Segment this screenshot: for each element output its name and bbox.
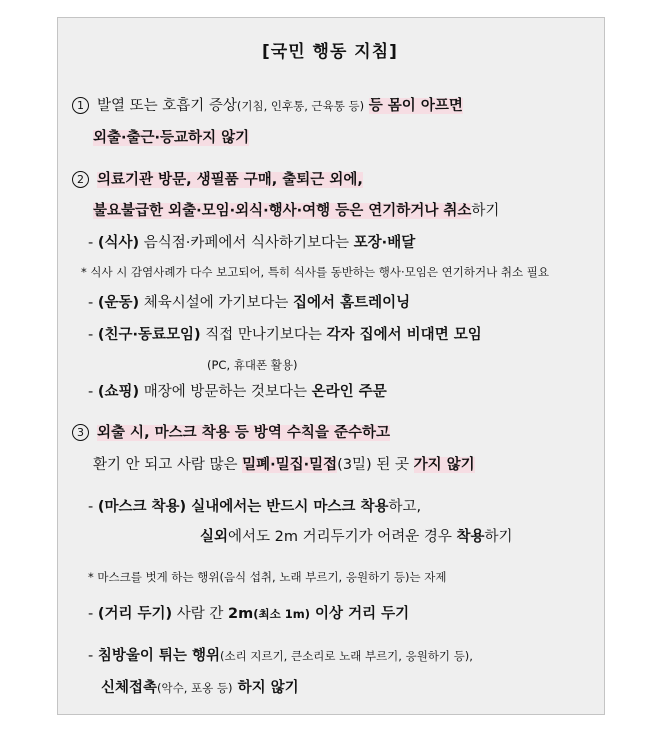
section-3-line-1: 3 외출 시, 마스크 착용 등 방역 수칙을 준수하고 (72, 423, 390, 443)
circled-number-2: 2 (72, 171, 89, 188)
list-item-droplets-line-2: 신체접촉(악수, 포옹 등) 하지 않기 (101, 680, 299, 696)
note-mask: * 마스크를 벗게 하는 행위(음식 섭취, 노래 부르기, 응원하기 등)는 자제 (88, 570, 447, 584)
list-item-mask-line-2: 실외에서도 2m 거리두기가 어려운 경우 착용하기 (200, 529, 513, 545)
section-2-line-2: 불요불급한 외출·모임·외식·행사·여행 등은 연기하거나 취소하기 (93, 203, 500, 219)
list-item-meal: - (식사) 음식점·카페에서 식사하기보다는 포장·배달 (88, 235, 416, 251)
meeting-sub-note: (PC, 휴대폰 활용) (207, 358, 298, 372)
section-1-line-2: 외출·출근·등교하지 않기 (93, 130, 250, 146)
circled-number-1: 1 (72, 97, 89, 114)
page-title: [국민 행동 지침] (262, 42, 398, 62)
section-2-line-1: 2 의료기관 방문, 생필품 구매, 출퇴근 외에, (72, 170, 363, 190)
list-item-exercise: - (운동) 체육시설에 가기보다는 집에서 홈트레이닝 (88, 295, 411, 311)
circled-number-3: 3 (72, 424, 89, 441)
section-1-line-1: 1 발열 또는 호흡기 증상(기침, 인후통, 근육통 등) 등 몸이 아프면 (72, 96, 463, 116)
list-item-meeting: - (친구·동료모임) 직접 만나기보다는 각자 집에서 비대면 모임 (88, 327, 482, 343)
list-item-droplets: - 침방울이 튀는 행위(소리 지르기, 큰소리로 노래 부르기, 응원하기 등), (88, 648, 473, 664)
list-item-distance: - (거리 두기) 사람 간 2m(최소 1m) 이상 거리 두기 (88, 606, 410, 622)
list-item-mask: - (마스크 착용) 실내에서는 반드시 마스크 착용하고, (88, 499, 422, 515)
list-item-shopping: - (쇼핑) 매장에 방문하는 것보다는 온라인 주문 (88, 384, 387, 400)
section-3-line-2: 환기 안 되고 사람 많은 밀폐·밀집·밀접(3밀) 된 곳 가지 않기 (93, 457, 475, 473)
note-meal: * 식사 시 감염사례가 다수 보고되어, 특히 식사를 동반하는 행사·모임은 연기하거나 취소 필요 (81, 265, 549, 279)
